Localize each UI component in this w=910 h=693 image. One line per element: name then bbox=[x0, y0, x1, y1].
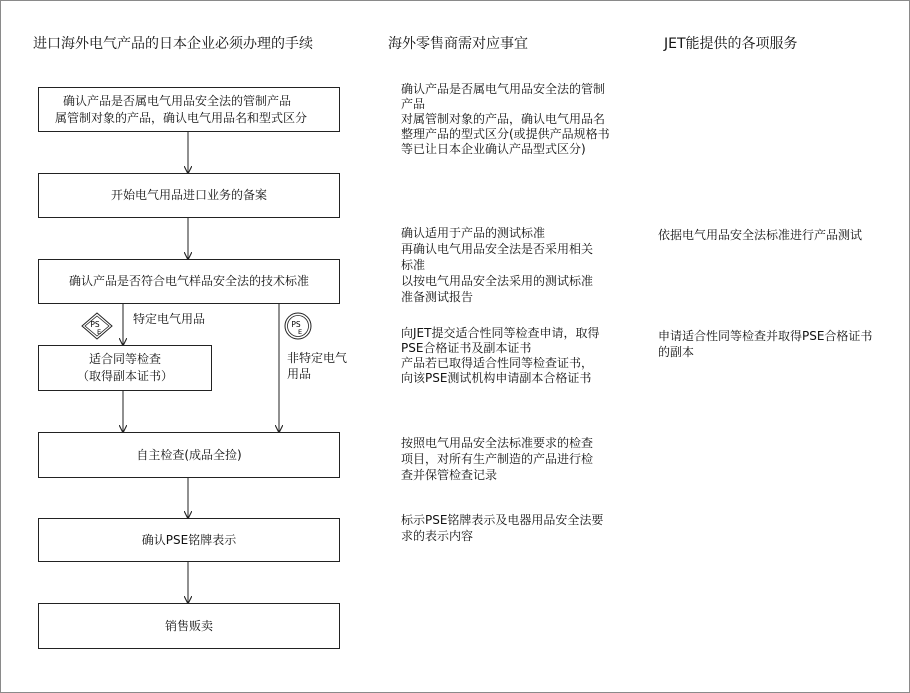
step1-line1: 确认产品是否属电气用品安全法的管制产品 bbox=[63, 93, 292, 108]
nonspecified-product-label bbox=[287, 350, 347, 382]
step2-text: 开始电气用品进口业务的备案 bbox=[110, 188, 267, 202]
step-confirm-regulated bbox=[38, 87, 340, 132]
retailer-note-3-line: 产品若已取得适合性同等检查证书， bbox=[401, 356, 594, 370]
jet-note-1-line: 依据电气用品安全法标准进行产品测试 bbox=[658, 228, 863, 242]
step-technical-standard bbox=[38, 259, 340, 304]
retailer-note-4-line: 项目，对所有生产制造的产品进行检 bbox=[401, 452, 594, 466]
circle-text-top: PS bbox=[291, 320, 301, 329]
specified-product-label: 特定电气用品 bbox=[133, 312, 206, 326]
retailer-note-5 bbox=[401, 512, 651, 544]
step3-text: 确认产品是否符合电气样品安全法的技术标准 bbox=[68, 274, 309, 288]
header-retailer: 海外零售商需对应事宜 bbox=[388, 36, 528, 52]
nonspecified-line2: 用品 bbox=[287, 367, 312, 381]
header-jet: JET能提供的各项服务 bbox=[664, 36, 798, 52]
jet-note-2-line: 申请适合性同等检查并取得PSE合格证书 bbox=[658, 329, 873, 343]
retailer-note-3-line: 向该PSE测试机构申请副本合格证书 bbox=[401, 371, 592, 385]
retailer-note-1-line: 对属管制对象的产品，确认电气用品名 bbox=[401, 112, 606, 126]
step1-line2: 属管制对象的产品，确认电气用品名和型式区分 bbox=[55, 110, 308, 125]
retailer-note-4-line: 查并保管检查记录 bbox=[401, 468, 498, 482]
retailer-note-3-line: PSE合格证书及副本证书 bbox=[401, 341, 532, 355]
step-self-inspection bbox=[38, 432, 340, 478]
step4-line1: 适合同等检查 bbox=[88, 352, 161, 366]
step7-text: 销售贩卖 bbox=[164, 618, 213, 633]
header-procedure: 进口海外电气产品的日本企业必须办理的手续 bbox=[33, 36, 313, 52]
retailer-note-4-line: 按照电气用品安全法标准要求的检查 bbox=[401, 436, 594, 450]
step5-text: 自主检查(成品全捡) bbox=[136, 447, 242, 462]
retailer-note-1-line: 产品 bbox=[401, 97, 426, 111]
retailer-note-5-line: 求的表示内容 bbox=[401, 529, 474, 543]
retailer-note-1-line: 整理产品的型式区分(或提供产品规格书 bbox=[401, 127, 610, 141]
retailer-note-2-line: 以按电气用品安全法采用的测试标准 bbox=[401, 274, 594, 288]
jet-note-2 bbox=[658, 328, 908, 360]
step6-text: 确认PSE铭牌表示 bbox=[141, 532, 237, 547]
nonspecified-line1: 非特定电气 bbox=[287, 351, 348, 365]
jet-note-1 bbox=[658, 227, 908, 243]
retailer-note-2 bbox=[401, 225, 651, 305]
circle-text-bottom: E bbox=[297, 328, 303, 336]
retailer-note-1 bbox=[401, 82, 651, 157]
retailer-note-5-line: 标示PSE铭牌表示及电器用品安全法要 bbox=[401, 513, 604, 527]
pse-diamond-icon bbox=[82, 313, 112, 339]
retailer-note-1-line: 确认产品是否属电气用品安全法的管制 bbox=[401, 82, 606, 96]
retailer-note-2-line: 再确认电气用品安全法是否采用相关 bbox=[401, 242, 594, 256]
retailer-note-2-line: 确认适用于产品的测试标准 bbox=[401, 226, 546, 240]
diamond-text-bottom: E bbox=[96, 328, 102, 336]
retailer-note-2-line: 准备测试报告 bbox=[401, 290, 474, 304]
jet-note-2-line: 的副本 bbox=[658, 345, 695, 359]
pse-circle-icon bbox=[285, 313, 311, 339]
step-sales bbox=[38, 603, 340, 649]
retailer-note-3 bbox=[401, 326, 651, 386]
step-pse-label bbox=[38, 518, 340, 562]
retailer-note-1-line: 等已让日本企业确认产品型式区分) bbox=[401, 142, 586, 156]
diamond-text-top: PS bbox=[90, 320, 100, 329]
step-import-filing bbox=[38, 173, 340, 218]
retailer-note-3-line: 向JET提交适合性同等检查申请，取得 bbox=[401, 326, 600, 340]
step-conformity-inspection bbox=[38, 345, 212, 391]
retailer-note-2-line: 标准 bbox=[401, 258, 426, 272]
step4-line2: （取得副本证书） bbox=[76, 369, 173, 383]
retailer-note-4 bbox=[401, 435, 651, 483]
